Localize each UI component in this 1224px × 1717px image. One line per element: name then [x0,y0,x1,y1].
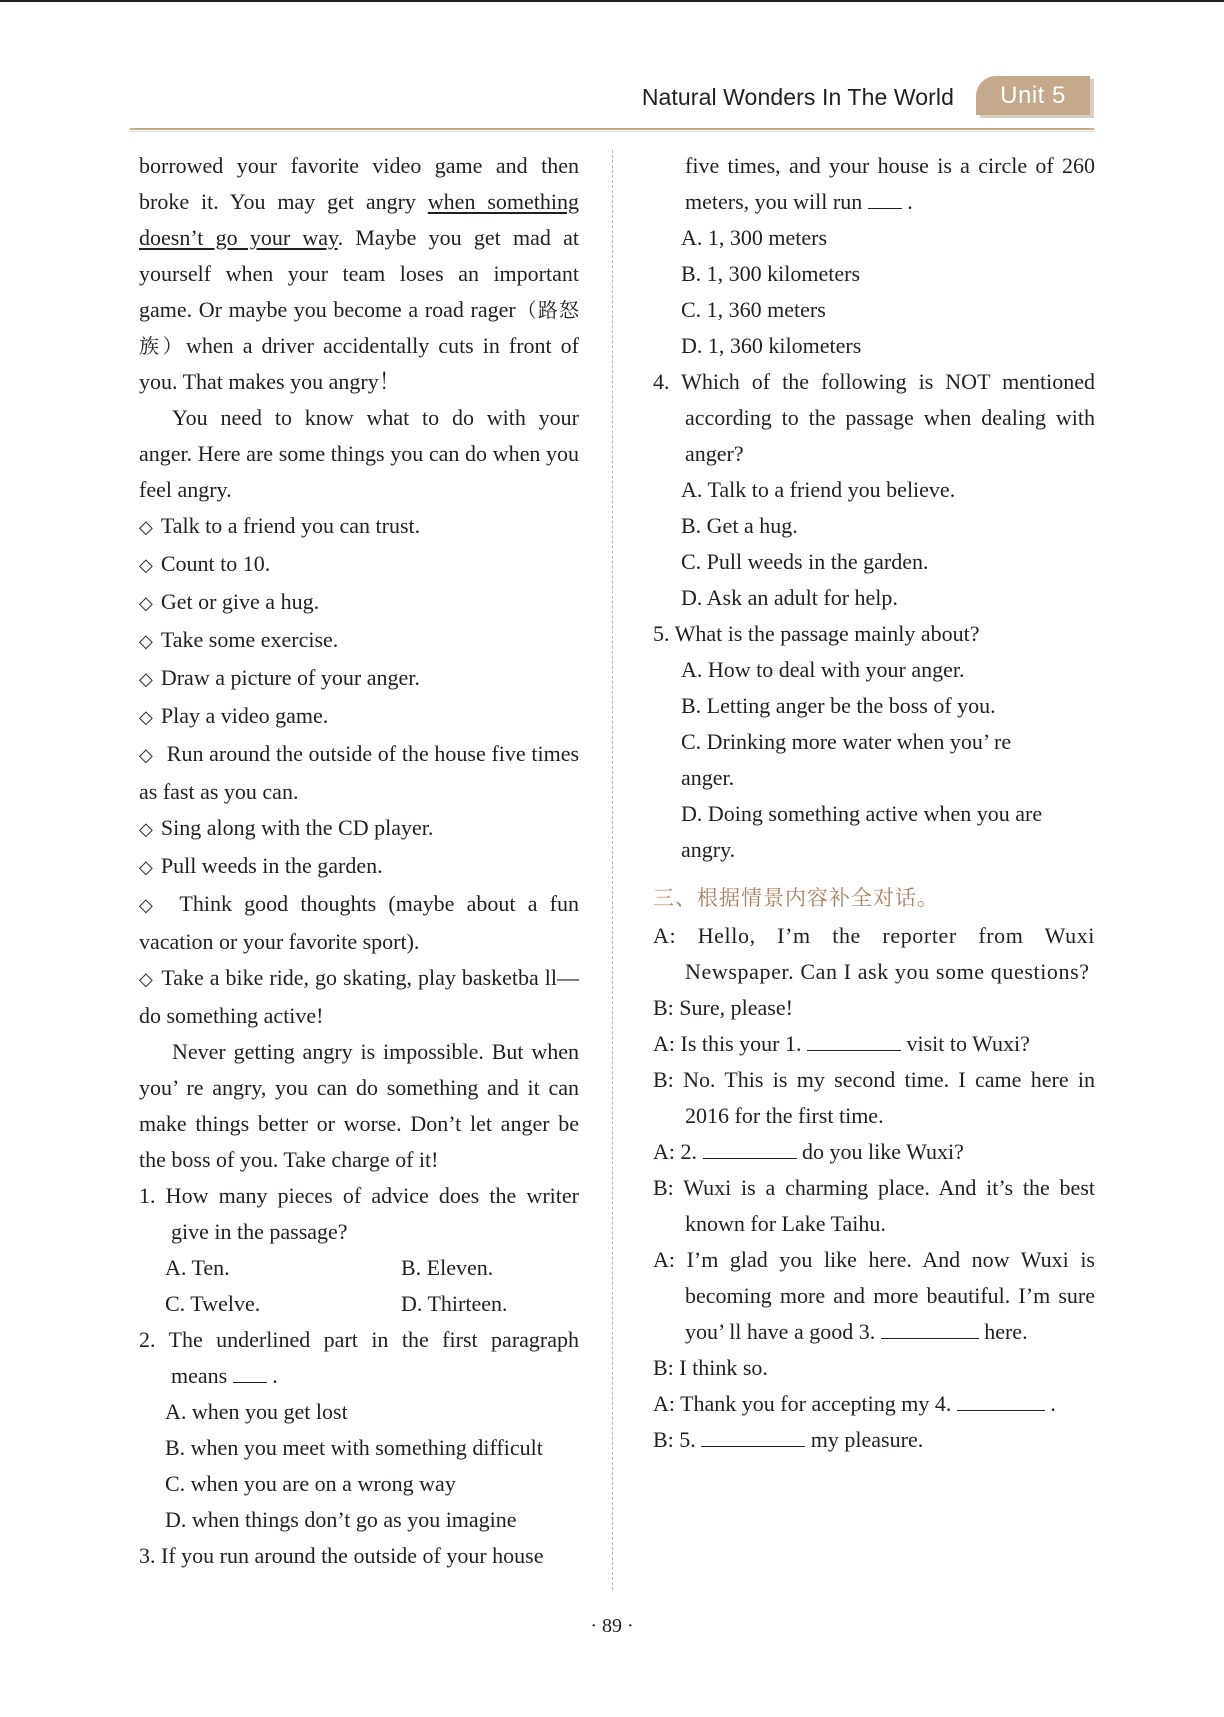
advice-text: Think good thoughts (maybe about a fun vacation or your favorite sport). [139,891,580,954]
option: A. Ten. [165,1255,230,1280]
header-title: Natural Wonders In The World [641,83,954,110]
option: A. when you get lost [165,1399,348,1424]
advice-text: Talk to a friend you can trust. [160,513,421,538]
diamond-bullet-icon: ◇ [139,745,154,766]
answer-blank-2[interactable] [703,1136,797,1159]
advice-text: Get or give a hug. [160,589,320,614]
question-3-continued [653,148,1095,220]
advice-item [139,886,579,960]
option: A. 1, 300 meters [681,225,828,250]
advice-item [139,848,579,886]
diamond-bullet-icon: ◇ [139,555,153,576]
underlined-phrase: when something doesn’t go your way [139,189,579,250]
diamond-bullet-icon: ◇ [139,517,153,538]
diamond-bullet-icon: ◇ [139,895,160,916]
option: B. Get a hug. [681,513,798,538]
advice-text: Play a video game. [160,703,329,728]
dialogue-line [653,1386,1095,1422]
unit-badge [976,76,1094,118]
dialogue-line: B: I think so. [653,1355,768,1380]
page-header [642,76,1094,118]
advice-item [139,736,579,810]
paragraph-text: . Maybe you get mad at yourself when your team loses an important game. Or maybe you become a road rager [139,225,579,322]
dialogue-text: visit to Wuxi? [906,1031,1030,1056]
advice-text: Pull weeds in the garden. [160,853,383,878]
dialogue-line: A: Hello, I’m the reporter from Wuxi Newspaper. Can I ask you some questions? [653,923,1095,984]
passage-paragraph-2: You need to know what to do with your anger. Here are some things you can do when you feel angry. [139,405,579,502]
diamond-bullet-icon: ◇ [139,969,154,990]
question-punctuation: . [907,189,913,214]
paragraph-text: borrowed your favorite video game and then broke it. You may get angry [139,153,579,214]
top-border-rule [0,0,1224,2]
passage-paragraph-3: Never getting angry is impossible. But when you’ re angry, you can do something and it can make things better or worse. Don’t let anger be the boss of you. Take charge of it! [139,1039,579,1172]
dialogue-line [653,1422,1095,1458]
question-4: 4. Which of the following is NOT mentioned according to the passage when dealing with anger? [653,369,1095,466]
advice-text: Sing along with the CD player. [160,815,434,840]
diamond-bullet-icon: ◇ [139,707,153,728]
answer-blank-4[interactable] [957,1388,1045,1411]
option: D. 1, 360 kilometers [681,333,862,358]
answer-blank[interactable] [233,1360,267,1383]
advice-text: Take a bike ride, go skating, play basketba ll— do something active! [139,965,580,1028]
dialogue-line: B: No. This is my second time. I came here in 2016 for the first time. [653,1067,1095,1128]
passage-paragraph-1 [139,148,579,400]
dialogue-text: my pleasure. [810,1427,924,1452]
question-3: 3. If you run around the outside of your house [139,1543,544,1568]
advice-item [139,698,579,736]
question-punctuation: . [272,1363,278,1388]
dialogue-text: do you like Wuxi? [802,1139,964,1164]
question-5: 5. What is the passage mainly about? [653,621,980,646]
diamond-bullet-icon: ◇ [139,819,153,840]
left-column [139,148,579,1574]
advice-item [139,960,579,1034]
question-text: five times, and your house is a circle of 260 meters, you will run [685,153,1095,214]
dialogue-line [653,1026,1095,1062]
unit-label: Unit 5 [1000,81,1066,109]
advice-item [139,584,579,622]
diamond-bullet-icon: ◇ [139,593,153,614]
dialogue-line [653,1242,1095,1350]
dialogue-text: A: I’m glad you like here. And now Wuxi is becoming more and more beautiful. I’m sure you’ ll have a good 3. [653,1247,1095,1344]
question-1: 1. How many pieces of advice does the writer give in the passage? [139,1183,579,1244]
answer-blank-1[interactable] [807,1028,901,1051]
dialogue-line: B: Sure, please! [653,995,793,1020]
answer-blank[interactable] [868,186,902,209]
option: B. Eleven. [401,1255,494,1280]
right-column [653,148,1095,1458]
advice-item [139,810,579,848]
dialogue-text: A: 2. [653,1139,697,1164]
dialogue-text: A: Thank you for accepting my 4. [653,1391,952,1416]
option: A. How to deal with your anger. [681,657,965,682]
answer-blank-3[interactable] [881,1316,979,1339]
advice-text: Run around the outside of the house five times as fast as you can. [139,741,580,804]
option: C. when you are on a wrong way [165,1471,456,1496]
answer-blank-5[interactable] [701,1424,805,1447]
question-text: 2. The underlined part in the first paragraph means [139,1327,579,1388]
option: B. when you meet with something difficult [165,1435,543,1460]
option: D. when things don’t go as you imagine [165,1507,517,1532]
advice-item [139,660,579,698]
diamond-bullet-icon: ◇ [139,631,153,652]
question-2 [139,1322,579,1394]
dialogue-text: A: Is this your 1. [653,1031,802,1056]
advice-item [139,546,579,584]
paragraph-text: when a driver accidentally cuts in front of you. That makes you angry！ [139,333,579,394]
dialogue-text: here. [984,1319,1028,1344]
option: A. Talk to a friend you believe. [681,477,956,502]
header-rule-thin [130,131,1094,132]
diamond-bullet-icon: ◇ [139,857,153,878]
option: C. Twelve. [165,1291,261,1316]
dialogue-text: B: 5. [653,1427,696,1452]
dialogue-text: . [1050,1391,1056,1416]
chinese-gloss: （路怒族） [139,298,580,358]
section-title: 三、根据情景内容补全对话。 [653,886,939,910]
column-divider [612,150,613,1590]
advice-item [139,622,579,660]
option: C. 1, 360 meters [681,297,826,322]
option: C. Drinking more water when you’ re anger. [681,729,1012,790]
dialogue-line [653,1134,1095,1170]
advice-text: Draw a picture of your anger. [160,665,420,690]
option: D. Doing something active when you are angry. [681,801,1043,862]
advice-text: Count to 10. [160,551,271,576]
option: B. Letting anger be the boss of you. [681,693,996,718]
diamond-bullet-icon: ◇ [139,669,153,690]
option: B. 1, 300 kilometers [681,261,861,286]
question-1-options [139,1250,579,1322]
option: D. Ask an adult for help. [681,585,898,610]
header-rule [130,128,1094,130]
dialogue-line: B: Wuxi is a charming place. And it’s the best known for Lake Taihu. [653,1175,1095,1236]
option: C. Pull weeds in the garden. [681,549,929,574]
unit-badge-tab [976,76,1090,115]
page-number: · 89 · [590,1615,634,1637]
option: D. Thirteen. [401,1291,508,1316]
advice-item [139,508,579,546]
advice-text: Take some exercise. [160,627,339,652]
